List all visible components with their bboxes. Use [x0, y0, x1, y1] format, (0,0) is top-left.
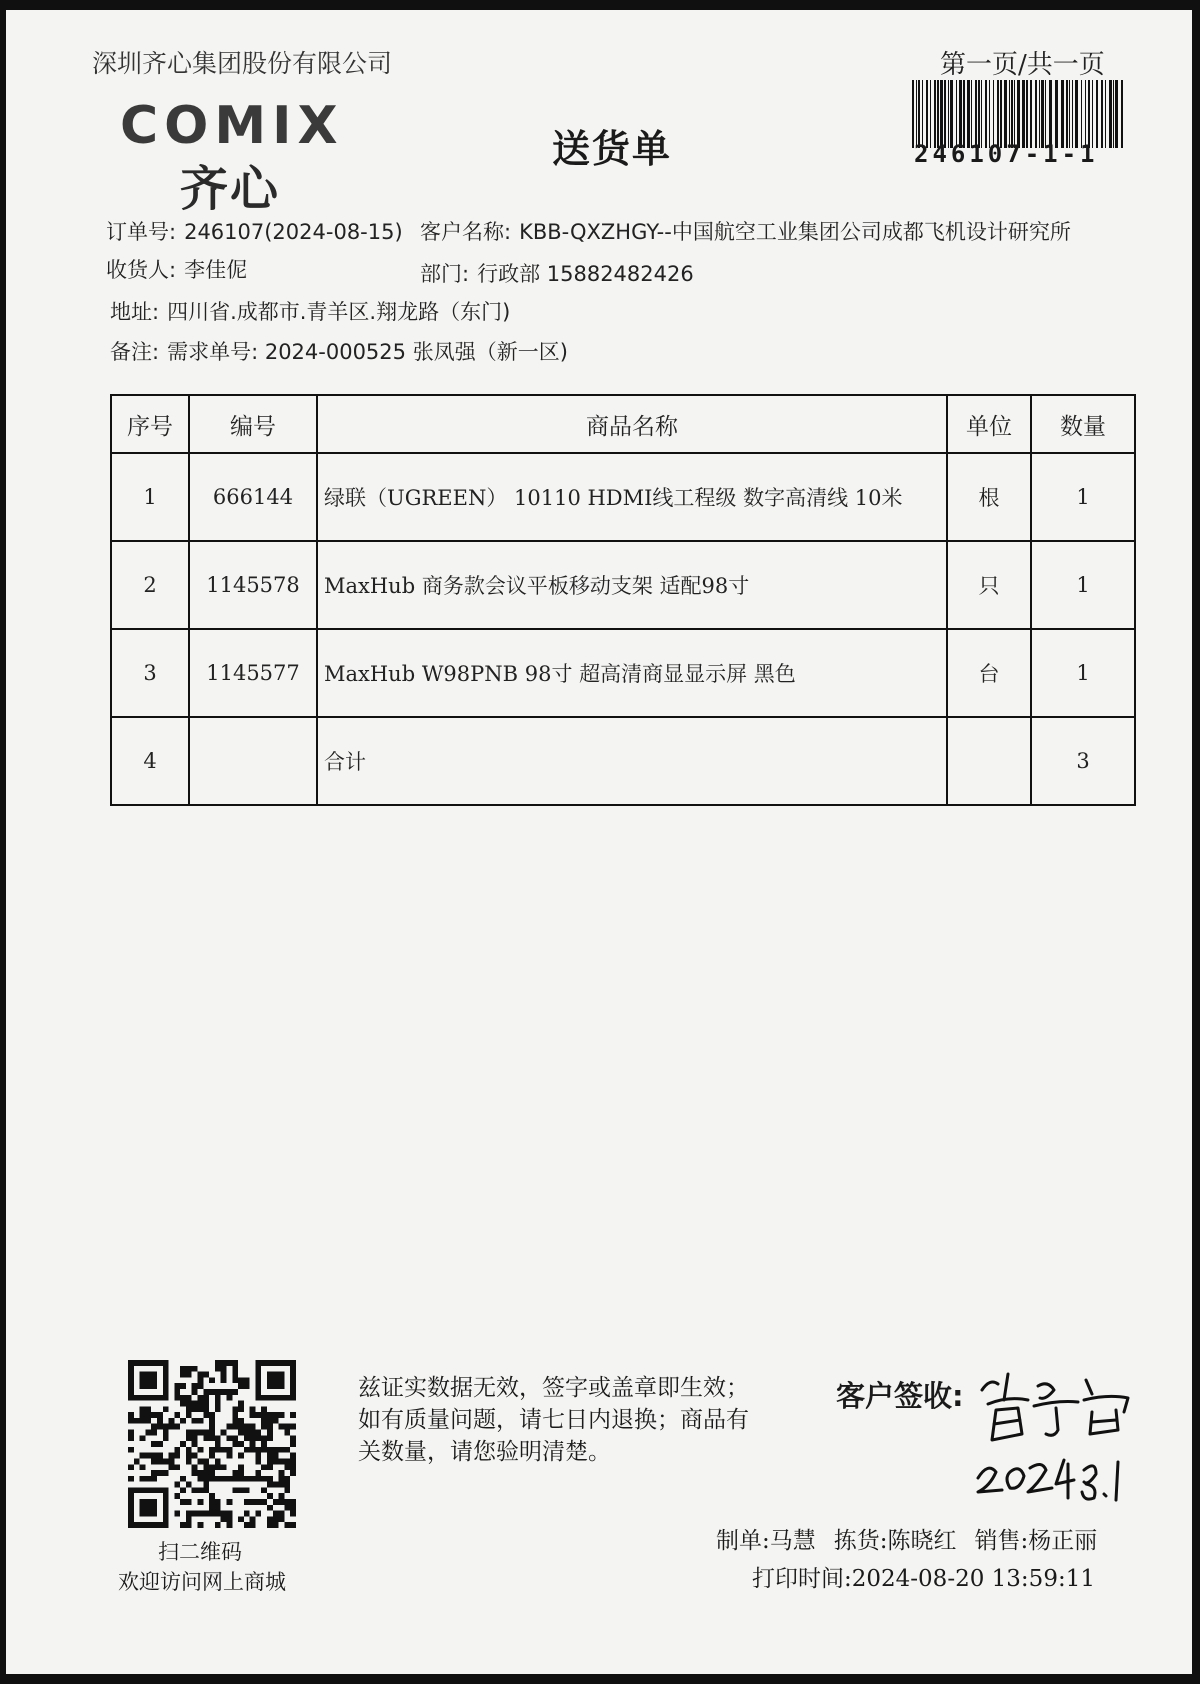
maker: 制单:马慧 [716, 1528, 816, 1554]
order-value: 246107(2024-08-15) [184, 220, 403, 244]
remark [110, 336, 568, 366]
row-code: 1145577 [189, 629, 317, 717]
row-product-name: 绿联（UGREEN） 10110 HDMI线工程级 数字高清线 10米 [317, 453, 947, 541]
customer-name [420, 216, 1071, 246]
header-quantity: 数量 [1031, 395, 1135, 453]
staff-info [716, 1522, 1115, 1555]
table-row [111, 629, 1135, 717]
row-code: 1145578 [189, 541, 317, 629]
row-quantity: 1 [1031, 453, 1135, 541]
document-title: 送货单 [552, 126, 673, 171]
department [420, 258, 694, 288]
row-unit [947, 717, 1031, 805]
order-number [106, 216, 403, 246]
barcode [912, 80, 1126, 148]
qixin-logo: 齐心 [180, 161, 281, 217]
qr-code [124, 1360, 300, 1528]
row-product-name: MaxHub W98PNB 98寸 超高清商显显示屏 黑色 [317, 629, 947, 717]
row-product-name: MaxHub 商务款会议平板移动支架 适配98寸 [317, 541, 947, 629]
row-unit: 根 [947, 453, 1031, 541]
row-code [189, 717, 317, 805]
receiver [106, 254, 247, 284]
customer-label: 客户名称: [420, 220, 512, 244]
row-quantity: 1 [1031, 541, 1135, 629]
qr-caption-mall: 欢迎访问网上商城 [118, 1570, 286, 1594]
receiver-label: 收货人: [106, 258, 177, 282]
header-index: 序号 [111, 395, 189, 453]
sales: 销售:杨正丽 [974, 1528, 1098, 1554]
address-value: 四川省.成都市.青羊区.翔龙路（东门) [167, 300, 511, 324]
address-label: 地址: [110, 300, 160, 324]
header-unit: 单位 [947, 395, 1031, 453]
items-table [110, 394, 1136, 806]
row-quantity: 3 [1031, 717, 1135, 805]
customer-sign-label: 客户签收: [836, 1379, 964, 1413]
table-header-row [111, 395, 1135, 453]
address [110, 296, 510, 326]
table-row [111, 541, 1135, 629]
header-product-name: 商品名称 [317, 395, 947, 453]
header-code: 编号 [189, 395, 317, 453]
note-label: 备注: [110, 340, 160, 364]
table-row [111, 453, 1135, 541]
row-index: 4 [111, 717, 189, 805]
page-info: 第一页/共一页 [940, 50, 1105, 80]
notice-text: 兹证实数据无效，签字或盖章即生效；如有质量问题，请七日内退换；商品有关数量，请您验明清楚。 [358, 1375, 749, 1465]
row-index: 2 [111, 541, 189, 629]
note-value: 需求单号: 2024-000525 张凤强（新一区) [167, 340, 568, 364]
print-time: 打印时间:2024-08-20 13:59:11 [752, 1566, 1095, 1592]
row-product-name: 合计 [317, 717, 947, 805]
row-unit: 台 [947, 629, 1031, 717]
barcode-number: 246107-1-1 [914, 140, 1099, 168]
row-index: 3 [111, 629, 189, 717]
receiver-value: 李佳伲 [184, 258, 248, 282]
qr-caption-scan: 扫二维码 [158, 1540, 242, 1564]
dept-label: 部门: [420, 262, 470, 286]
handwritten-signature [968, 1360, 1140, 1510]
comix-logo: COMIX [120, 96, 344, 156]
order-label: 订单号: [106, 220, 177, 244]
table-total-row [111, 717, 1135, 805]
row-index: 1 [111, 453, 189, 541]
picker: 拣货:陈晓红 [833, 1528, 957, 1554]
company-name: 深圳齐心集团股份有限公司 [92, 49, 393, 78]
dept-value: 行政部 15882482426 [477, 262, 694, 286]
customer-value: KBB-QXZHGY--中国航空工业集团公司成都飞机设计研究所 [519, 220, 1071, 244]
row-code: 666144 [189, 453, 317, 541]
row-unit: 只 [947, 541, 1031, 629]
row-quantity: 1 [1031, 629, 1135, 717]
